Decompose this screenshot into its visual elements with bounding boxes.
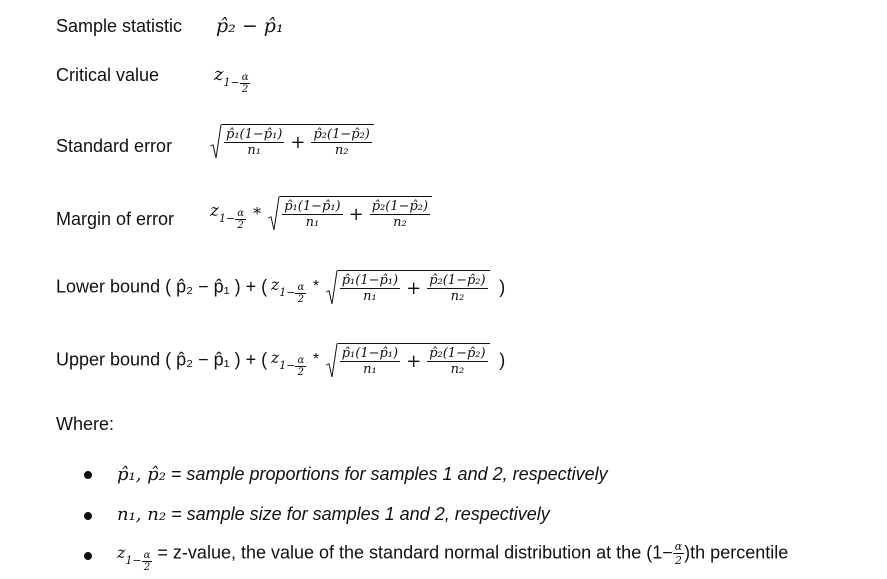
- sqrt-symbol: $\frac{\text{p̂₁(1−p̂₁)}}{\text{n₁}}$ + $\frac{\text{p̂₂(1−p̂₂)}}{\text{n₂}}$: [210, 124, 374, 158]
- upper-bound-label: Upper bound ( p̂₂ − p̂₁ ) + (: [56, 349, 268, 370]
- margin-of-error-expression: $z_{1- \frac{\alpha}{2}}$ * $\frac{\text{p̂₁(1−p̂₁)}}{\text{n₁}}$ + $\frac{\text{p̂₂(1−p̂₂)}}{\text{n₂}}$: [210, 196, 432, 230]
- lower-bound-label: Lower bound ( p̂₂ − p̂₁ ) + (: [56, 276, 268, 297]
- bullet-dot: [84, 552, 92, 560]
- bullet-item-sample-sizes: n₁, n₂ = sample size for samples 1 and 2, respectively: [117, 504, 550, 525]
- upper-bound-row: Upper bound ( p̂₂ − p̂₁ ) + ( $z_{1- \frac{\alpha}{2}}$ * $\frac{\text{p̂₁(1−p̂₁)}}{\text{n₁}}$ + $\frac{\text{p̂₂(1−p̂₂)}}{\text{n₂}}$ ): [56, 343, 505, 377]
- bullet-item-z-value: $z_{1- \frac{\alpha}{2}}$ = z-value, the value of the standard normal distribution at the (1− $\frac{\alpha}{2}$ )th percentile: [117, 540, 789, 573]
- sample-statistic-expression: p̂₂ − p̂₁: [216, 15, 284, 37]
- bullet-dot: [84, 512, 92, 520]
- standard-error-label: Standard error: [56, 136, 173, 156]
- lower-bound-row: Lower bound ( p̂₂ − p̂₁ ) + ( $z_{1- \frac{\alpha}{2}}$ * $\frac{\text{p̂₁(1−p̂₁)}}{\text{n₁}}$ + $\frac{\text{p̂₂(1−p̂₂)}}{\text{n₂}}$ ): [56, 270, 505, 304]
- bullet-dot: [84, 471, 92, 479]
- margin-of-error-label: Margin of error: [56, 209, 175, 229]
- where-heading: Where:: [56, 414, 115, 434]
- standard-error-expression: [210, 124, 374, 158]
- sample-statistic-label: Sample statistic: [56, 16, 183, 36]
- critical-value-label: Critical value: [56, 65, 160, 85]
- bullet-item-proportions: p̂₁, p̂₂ = sample proportions for samples 1 and 2, respectively: [117, 464, 608, 485]
- critical-value-expression: $z_{1- \frac{\alpha}{2}}$: [214, 64, 249, 95]
